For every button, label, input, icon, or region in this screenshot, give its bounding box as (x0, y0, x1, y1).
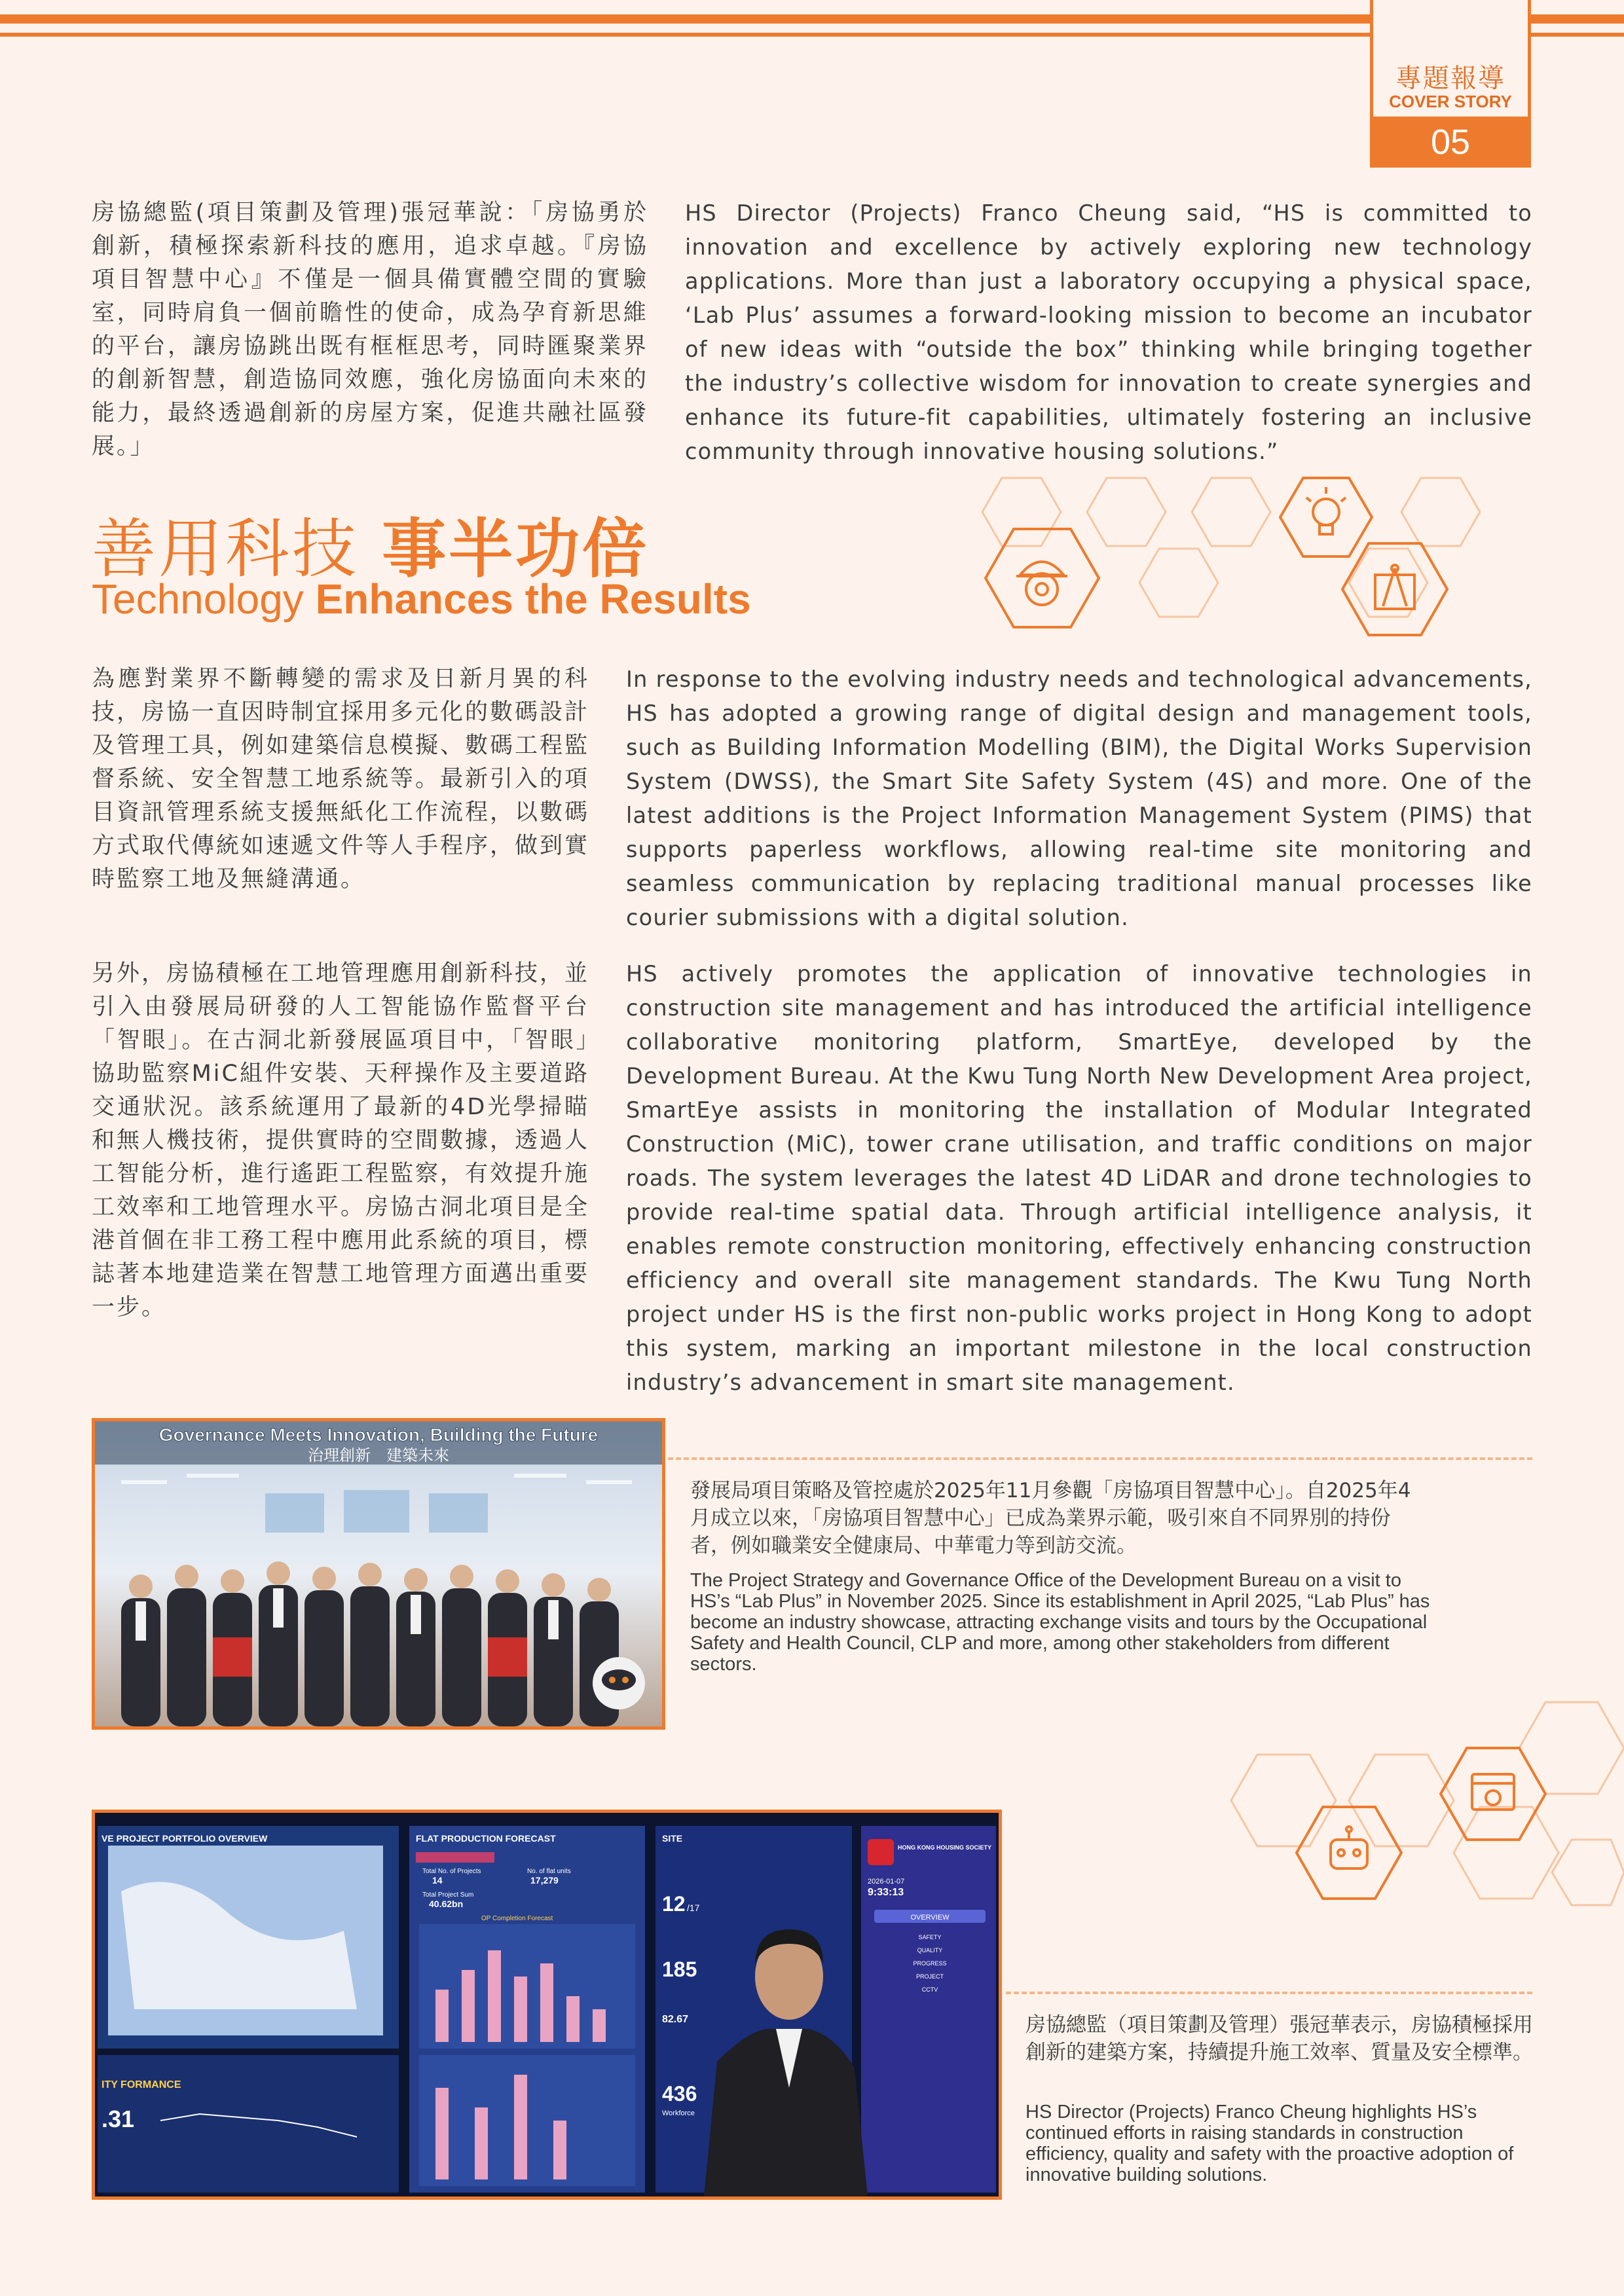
robot-mascot-icon (593, 1657, 645, 1709)
screen4-brand: HONG KONG HOUSING SOCIETY (898, 1844, 992, 1851)
body-paragraph-1-zh: 為應對業界不斷轉變的需求及日新月異的科技，房協一直因時制宜採用多元化的數碼設計及管理工具，例如建築信息模擬、數碼工程監督系統、安全智慧工地系統等。最新引入的項目資訊管理系統支援無紙化工作流程，以數碼方式取代傳統如速遞文件等人手程序，做到實時監察工地及無縫溝通。 (92, 666, 590, 892)
hex-settings (1441, 1748, 1545, 1840)
caption-divider-2 (1006, 1992, 1532, 1994)
screen3-label4: Workforce (662, 2109, 695, 2117)
screen1-title: VE PROJECT PORTFOLIO OVERVIEW (101, 1833, 268, 1844)
screen3-value4: 436 (662, 2082, 697, 2105)
screen4-date: 2026-01-07 (868, 1878, 905, 1886)
body-paragraph-1-en: In response to the evolving industry needs and technological advancements, HS has adopted a growing range of digital design and management tools, such as Building Information Modelling (BIM), the Digital Works Supervision System (DWSS), the Smart Site Safety System (4S) and more. One of the latest additions is the Project Information Management System (PIMS) that supports paperless workflows, allowing real-time site monitoring and seamless communication by replacing traditional manual processes like courier submissions with a digital solution. (626, 666, 1532, 930)
screen2-stat2-value: 17,279 (530, 1875, 559, 1886)
screen2-stat3-label: Total Project Sum (422, 1891, 474, 1899)
group-photo-illustration (95, 1421, 662, 1726)
hex-blueprint (1342, 543, 1447, 635)
intro-paragraph-zh: 房協總監(項目策劃及管理)張冠華說：「房協勇於創新，積極探索新科技的應用，追求卓越。『房協項目智慧中心』不僅是一個具備實體空間的實驗室，同時肩負一個前瞻性的使命，成為孕育新思維的平台，讓房協跳出既有框框思考，同時匯聚業界的創新智慧，創造協同效應，強化房協面向未來的能力，最終透過創新的房屋方案，促進共融社區發展。」 (92, 200, 648, 460)
screen2-chart-label: OP Completion Forecast (481, 1915, 553, 1922)
photo-banner-en: Governance Meets Innovation, Building the Future (158, 1425, 599, 1445)
screen4-menu-1: SAFETY (918, 1934, 942, 1941)
dashboard-photo-illustration (95, 1813, 999, 2196)
screen1-bottom-label: ITY FORMANCE (101, 2079, 181, 2090)
browser-gear-icon (1472, 1774, 1514, 1810)
screen4-menu-0: OVERVIEW (910, 1914, 950, 1922)
screen1-bottom-value: .31 (101, 2105, 135, 2132)
body-paragraph-2-en: HS actively promotes the application of innovative technologies in construction site management and has introduced the artificial intelligence collaborative monitoring platform, SmartEye, developed by the Development Bureau. At the Kwu Tung North New Development Area project, SmartEye assists in monitoring the installation of Modular Integrated Construction (MiC), tower crane utilisation, and traffic conditions on major roads. The system leverages the latest 4D LiDAR and drone technologies to provide real-time spatial data. Through artificial intelligence analysis, it enables remote construction monitoring, effectively enhancing construction efficiency and overall site management standards. The Kwu Tung North project under HS is the first non-public works project in Hong Kong to adopt this system, marking an important milestone in the local construction industry’s advancement in smart site management. (626, 961, 1532, 1395)
section-heading-en (92, 575, 751, 623)
caption-divider-1 (668, 1457, 1532, 1460)
screen4-menu-5: CCTV (921, 1986, 938, 1993)
screen4-menu-3: PROGRESS (913, 1960, 947, 1967)
hk-housing-society-logo (868, 1839, 894, 1865)
screen4-time: 9:33:13 (868, 1887, 904, 1898)
lightbulb-icon (1306, 487, 1346, 534)
section-tab (1370, 0, 1531, 168)
screen4-menu-4: PROJECT (915, 1973, 944, 1980)
screen3-value1-suffix: /17 (687, 1903, 700, 1913)
screen3-title: SITE (662, 1833, 683, 1844)
group-photo (92, 1418, 665, 1730)
screen3-value2: 185 (662, 1958, 697, 1981)
hex-robot (1297, 1807, 1401, 1899)
intro-paragraph-en: HS Director (Projects) Franco Cheung said, “HS is committed to innovation and excellence by actively exploring new technology applications. More than just a laboratory occupying a physical space, ‘Lab Plus’ assumes a forward-looking mission to become an incubator of new ideas with “outside the box” thinking while bringing together the industry’s collective wisdom for innovation to create synergies and enhance its future-fit capabilities, ultimately fostering an inclusive community through innovative housing solutions.” (685, 200, 1532, 464)
photo2-caption-zh: 房協總監（項目策劃及管理）張冠華表示，房協積極採用創新的建築方案，持續提升施工效率、質量及安全標準。 (1025, 2013, 1533, 2064)
screen2-stat2-label: No. of flat units (527, 1868, 571, 1875)
screen2-stat1-value: 14 (432, 1875, 443, 1886)
screen2-stat3-value: 40.62bn (429, 1899, 464, 1909)
body-paragraph-2-zh: 另外，房協積極在工地管理應用創新科技，並引入由發展局研發的人工智能協作監督平台「智眼」。在古洞北新發展區項目中，「智眼」協助監察MiC組件安裝、天秤操作及主要道路交通狀況。該系統運用了最新的4D光學掃瞄和無人機技術，提供實時的空間數據，透過人工智能分析，進行遙距工程監察，有效提升施工效率和工地管理水平。房協古洞北項目是全港首個在非工務工程中應用此系統的項目，標誌著本地建造業在智慧工地管理方面邁出重要一步。 (92, 960, 590, 1321)
page-number: 05 (1370, 117, 1531, 168)
screen4-menu-2: QUALITY (917, 1947, 943, 1954)
blueprint-compass-icon (1375, 565, 1414, 609)
heading-en-light: Technology (92, 575, 304, 623)
heading-en-bold: Enhances the Results (315, 575, 751, 623)
photo1-caption-en: The Project Strategy and Governance Office of the Development Bureau on a visit to HS’s “Lab Plus” in November 2025. Since its establishment in April 2025, “Lab Plus” has become an industry showcase, attracting exchange visits and tours by the Occupational Safety and Health Council, CLP and more, among other stakeholders from different sectors. (690, 1570, 1430, 1675)
hexagon-decoration-bottom (1218, 1689, 1624, 1951)
heading-zh-bold: 事半功倍 (382, 512, 650, 587)
screen2-title: FLAT PRODUCTION FORECAST (416, 1833, 556, 1844)
dashboard-photo (92, 1810, 1002, 2200)
section-label-en: COVER STORY (1389, 92, 1512, 111)
photo-banner-zh: 治理創新 建築未來 (308, 1446, 449, 1465)
heading-zh-light: 善用科技 (92, 512, 360, 587)
robot-icon (1331, 1827, 1367, 1868)
screen3-value1: 12 (662, 1892, 686, 1916)
screen3-value3: 82.67 (662, 2014, 689, 2025)
section-label-zh: 專題報導 (1395, 64, 1505, 94)
screen2-stat1-label: Total No. of Projects (422, 1868, 481, 1875)
photo1-caption-zh: 發展局項目策略及管控處於2025年11月參觀「房協項目智慧中心」。自2025年4月成立以來，「房協項目智慧中心」已成為業界示範，吸引來自不同界別的持份者，例如職業安全健康局、中華電力等到訪交流。 (690, 1479, 1411, 1558)
hexagon-decoration-top (943, 458, 1624, 668)
photo2-caption-en: HS Director (Projects) Franco Cheung highlights HS’s continued efforts in raising standards in construction efficiency, quality and safety with the proactive adoption of innovative building solutions. (1025, 2102, 1514, 2185)
helmet-gear-icon (1016, 562, 1067, 605)
